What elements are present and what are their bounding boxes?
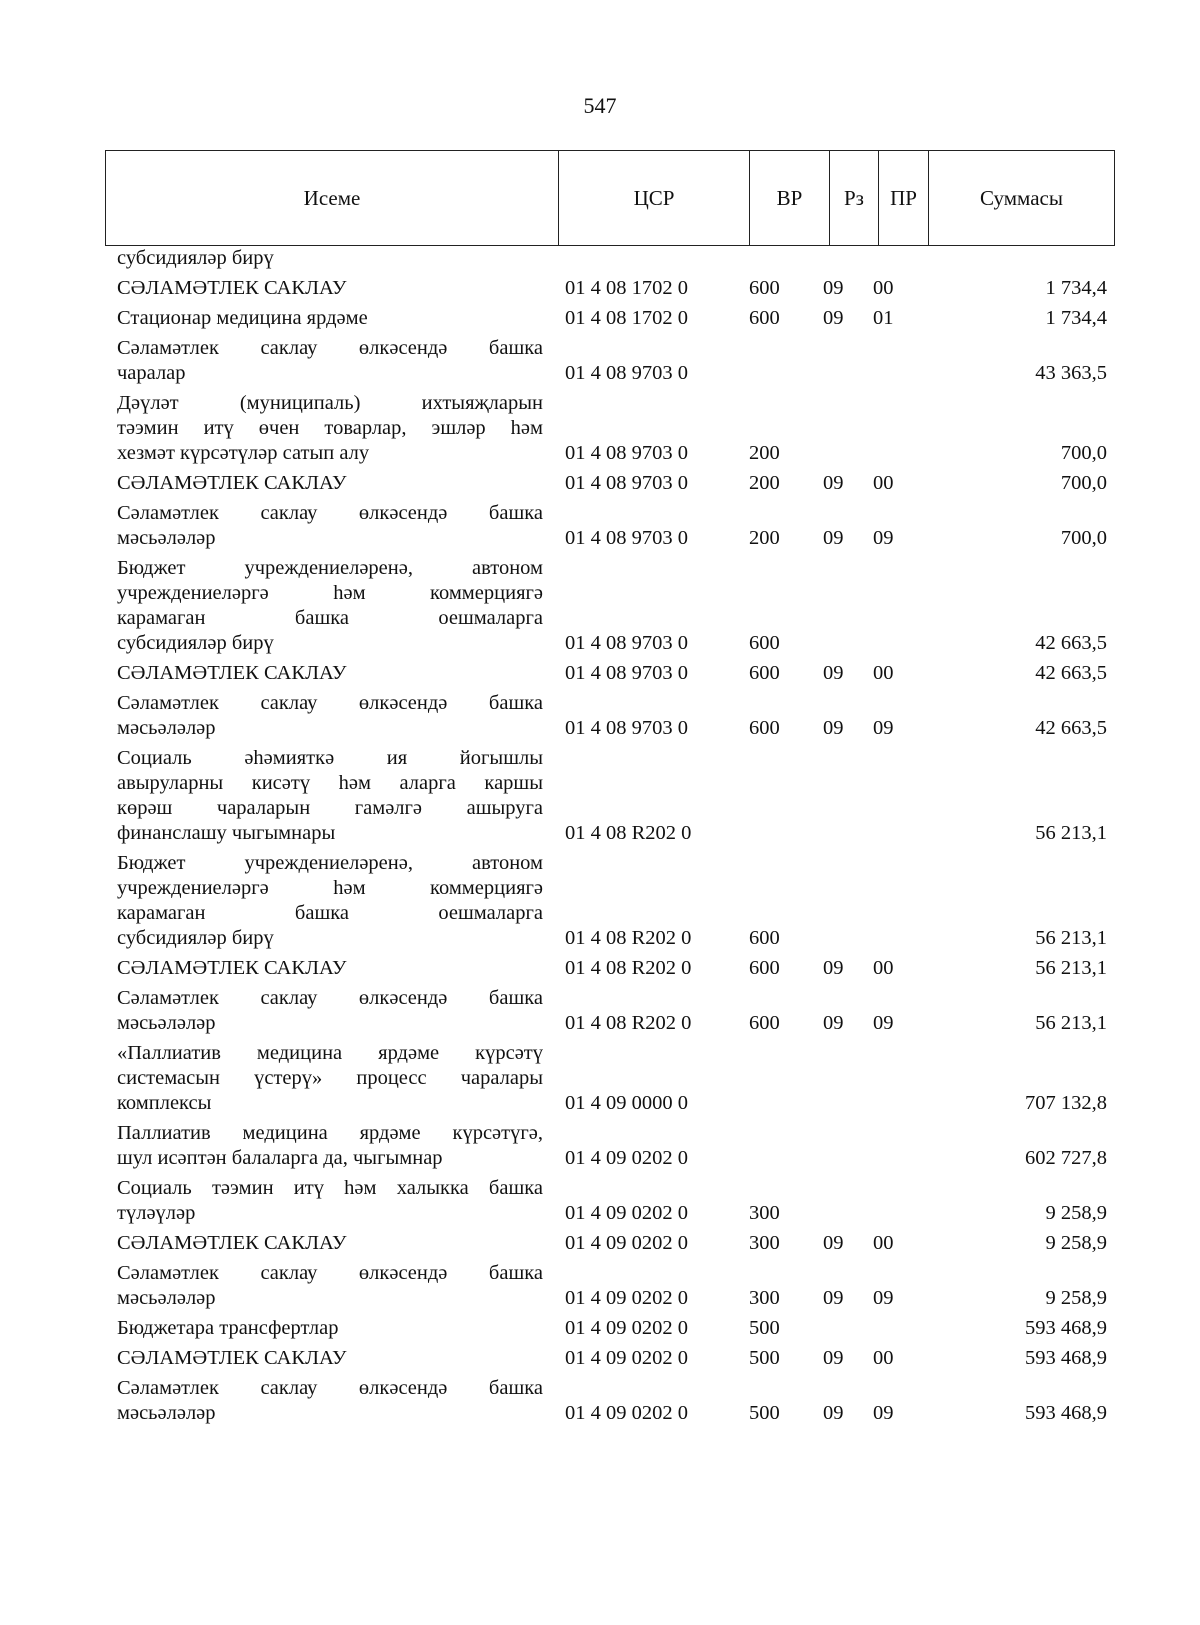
row-sum: 56 213,1 (1035, 1012, 1107, 1034)
row-rz: 09 (823, 527, 844, 549)
row-vr: 500 (749, 1347, 780, 1369)
row-name-line: Сәламәтлек саклау өлкәсендә башка (117, 1377, 543, 1399)
row-rz: 09 (823, 717, 844, 739)
table-row (105, 1041, 1115, 1116)
row-name (105, 1041, 543, 1116)
table-header (105, 150, 1115, 246)
row-name-line: мәсьәләләр (117, 717, 216, 739)
row-name-line: финанслашу чыгымнары (117, 822, 336, 844)
row-name (105, 1316, 543, 1341)
row-name (105, 956, 543, 981)
row-name-line: СӘЛАМӘТЛЕК САКЛАУ (117, 1232, 347, 1254)
row-vr: 500 (749, 1317, 780, 1339)
row-name-line: учреждениеләргә һәм коммерциягә (117, 582, 543, 604)
row-name-line: түләүләр (117, 1202, 196, 1224)
table-row (105, 1121, 1115, 1171)
row-rz: 09 (823, 1012, 844, 1034)
row-name (105, 1176, 543, 1226)
row-vr: 600 (749, 307, 780, 329)
row-csr: 01 4 09 0202 0 (565, 1402, 688, 1424)
table-row (105, 556, 1115, 656)
row-vr: 600 (749, 957, 780, 979)
row-name (105, 276, 543, 301)
row-name-line: Сәламәтлек саклау өлкәсендә башка (117, 692, 543, 714)
row-name-line: СӘЛАМӘТЛЕК САКЛАУ (117, 472, 347, 494)
row-sum: 1 734,4 (1045, 277, 1107, 299)
table-row (105, 276, 1115, 301)
row-name-line: мәсьәләләр (117, 527, 216, 549)
table-row (105, 1261, 1115, 1311)
row-vr: 500 (749, 1402, 780, 1424)
row-name (105, 661, 543, 686)
row-name (105, 471, 543, 496)
row-rz: 09 (823, 1402, 844, 1424)
row-name-line: субсидияләр бирү (117, 247, 274, 269)
row-name-line: чаралар (117, 362, 186, 384)
row-csr: 01 4 08 9703 0 (565, 527, 688, 549)
row-vr: 200 (749, 442, 780, 464)
row-csr: 01 4 08 R202 0 (565, 1012, 692, 1034)
row-name-line: Паллиатив медицина ярдәме күрсәтүгә, (117, 1122, 543, 1144)
row-sum: 43 363,5 (1035, 362, 1107, 384)
row-csr: 01 4 09 0000 0 (565, 1092, 688, 1114)
row-name-line: учреждениеләргә һәм коммерциягә (117, 877, 543, 899)
row-rz: 09 (823, 957, 844, 979)
row-name-line: субсидияләр бирү (117, 632, 274, 654)
table-row (105, 1316, 1115, 1341)
row-name-line: карамаган башка оешмаларга (117, 902, 543, 924)
row-csr: 01 4 08 9703 0 (565, 662, 688, 684)
row-name-line: көрәш чараларын гамәлгә ашыруга (117, 797, 543, 819)
row-name-line: шул исәптән балаларга да, чыгымнар (117, 1147, 443, 1169)
row-csr: 01 4 09 0202 0 (565, 1347, 688, 1369)
row-name-line: Социаль әһәмияткә ия йогышлы (117, 747, 543, 769)
row-name-line: Стационар медицина ярдәме (117, 307, 368, 329)
table-row (105, 851, 1115, 951)
row-name-line: субсидияләр бирү (117, 927, 274, 949)
row-sum: 9 258,9 (1045, 1287, 1107, 1309)
row-name-line: Сәламәтлек саклау өлкәсендә башка (117, 987, 543, 1009)
table-body (105, 246, 1115, 1426)
row-pr: 01 (873, 307, 894, 329)
row-csr: 01 4 08 9703 0 (565, 717, 688, 739)
table-row (105, 986, 1115, 1036)
row-rz: 09 (823, 1232, 844, 1254)
row-csr: 01 4 08 9703 0 (565, 442, 688, 464)
table-row (105, 1176, 1115, 1226)
row-name (105, 851, 543, 951)
row-name (105, 246, 543, 271)
row-name-line: системасын үстерү» процесс чаралары (117, 1067, 543, 1089)
row-pr: 09 (873, 1402, 894, 1424)
table-row (105, 956, 1115, 981)
row-sum: 593 468,9 (1025, 1347, 1107, 1369)
table-row (105, 391, 1115, 466)
row-name (105, 691, 543, 741)
row-vr: 600 (749, 927, 780, 949)
row-sum: 700,0 (1060, 527, 1107, 549)
row-csr: 01 4 08 1702 0 (565, 307, 688, 329)
row-name (105, 746, 543, 846)
row-name-line: Сәламәтлек саклау өлкәсендә башка (117, 337, 543, 359)
row-csr: 01 4 08 R202 0 (565, 822, 692, 844)
row-pr: 09 (873, 1012, 894, 1034)
row-rz: 09 (823, 307, 844, 329)
row-name (105, 501, 543, 551)
row-name-line: Сәламәтлек саклау өлкәсендә башка (117, 1262, 543, 1284)
row-name (105, 306, 543, 331)
row-vr: 300 (749, 1232, 780, 1254)
table-row (105, 661, 1115, 686)
row-csr: 01 4 08 R202 0 (565, 957, 692, 979)
row-vr: 600 (749, 632, 780, 654)
row-vr: 200 (749, 527, 780, 549)
row-pr: 00 (873, 662, 894, 684)
table-row (105, 336, 1115, 386)
row-name (105, 1346, 543, 1371)
row-name-line: СӘЛАМӘТЛЕК САКЛАУ (117, 1347, 347, 1369)
row-name-line: мәсьәләләр (117, 1402, 216, 1424)
row-name (105, 1376, 543, 1426)
row-rz: 09 (823, 277, 844, 299)
table-row (105, 1346, 1115, 1371)
row-vr: 300 (749, 1202, 780, 1224)
row-name-line: Социаль тәэмин итү һәм халыкка башка (117, 1177, 543, 1199)
row-pr: 00 (873, 1232, 894, 1254)
header-vr: ВР (750, 151, 830, 245)
row-sum: 56 213,1 (1035, 957, 1107, 979)
row-pr: 09 (873, 717, 894, 739)
table-row (105, 746, 1115, 846)
row-sum: 42 663,5 (1035, 717, 1107, 739)
row-sum: 700,0 (1060, 442, 1107, 464)
row-sum: 593 468,9 (1025, 1402, 1107, 1424)
row-sum: 700,0 (1060, 472, 1107, 494)
row-name-line: Бюджет учреждениеләренә, автоном (117, 557, 543, 579)
row-vr: 600 (749, 662, 780, 684)
row-name-line: карамаган башка оешмаларга (117, 607, 543, 629)
row-name (105, 1121, 543, 1171)
row-rz: 09 (823, 1287, 844, 1309)
row-name-line: Бюджетара трансфертлар (117, 1317, 339, 1339)
row-vr: 300 (749, 1287, 780, 1309)
row-name-line: тәэмин итү өчен товарлар, эшләр һәм (117, 417, 543, 439)
row-sum: 9 258,9 (1045, 1202, 1107, 1224)
row-sum: 707 132,8 (1025, 1092, 1107, 1114)
row-sum: 1 734,4 (1045, 307, 1107, 329)
row-csr: 01 4 09 0202 0 (565, 1287, 688, 1309)
row-csr: 01 4 08 1702 0 (565, 277, 688, 299)
row-name-line: комплексы (117, 1092, 212, 1114)
row-name-line: Дәүләт (муниципаль) ихтыяҗларын (117, 392, 543, 414)
row-name-line: СӘЛАМӘТЛЕК САКЛАУ (117, 662, 347, 684)
row-name-line: хезмәт күрсәтүләр сатып алу (117, 442, 370, 464)
row-sum: 56 213,1 (1035, 927, 1107, 949)
row-sum: 602 727,8 (1025, 1147, 1107, 1169)
row-sum: 593 468,9 (1025, 1317, 1107, 1339)
row-name (105, 1231, 543, 1256)
table-row (105, 501, 1115, 551)
header-name: Исеме (106, 151, 559, 245)
page-number: 547 (583, 93, 617, 118)
row-vr: 600 (749, 717, 780, 739)
row-pr: 09 (873, 527, 894, 549)
header-sum: Суммасы (980, 185, 1063, 210)
row-vr: 600 (749, 277, 780, 299)
row-pr: 00 (873, 277, 894, 299)
row-sum: 42 663,5 (1035, 662, 1107, 684)
row-name (105, 336, 543, 386)
row-rz: 09 (823, 1347, 844, 1369)
row-name-line: СӘЛАМӘТЛЕК САКЛАУ (117, 957, 347, 979)
row-csr: 01 4 09 0202 0 (565, 1317, 688, 1339)
table-row (105, 1231, 1115, 1256)
row-rz: 09 (823, 472, 844, 494)
header-rz: Рз (830, 151, 879, 245)
row-pr: 00 (873, 472, 894, 494)
row-csr: 01 4 08 R202 0 (565, 927, 692, 949)
row-csr: 01 4 08 9703 0 (565, 362, 688, 384)
table-row (105, 691, 1115, 741)
row-csr: 01 4 09 0202 0 (565, 1202, 688, 1224)
row-csr: 01 4 08 9703 0 (565, 472, 688, 494)
row-sum: 9 258,9 (1045, 1232, 1107, 1254)
row-name (105, 1261, 543, 1311)
row-sum: 56 213,1 (1035, 822, 1107, 844)
row-name-line: Бюджет учреждениеләренә, автоном (117, 852, 543, 874)
row-csr: 01 4 09 0202 0 (565, 1232, 688, 1254)
header-pr: ПР (879, 151, 929, 245)
row-rz: 09 (823, 662, 844, 684)
table-row (105, 306, 1115, 331)
row-name-line: авыруларны кисәтү һәм аларга каршы (117, 772, 543, 794)
row-name-line: мәсьәләләр (117, 1287, 216, 1309)
row-csr: 01 4 09 0202 0 (565, 1147, 688, 1169)
row-pr: 00 (873, 957, 894, 979)
row-csr: 01 4 08 9703 0 (565, 632, 688, 654)
row-pr: 09 (873, 1287, 894, 1309)
row-pr: 00 (873, 1347, 894, 1369)
table-row (105, 1376, 1115, 1426)
row-vr: 200 (749, 472, 780, 494)
row-sum: 42 663,5 (1035, 632, 1107, 654)
row-vr: 600 (749, 1012, 780, 1034)
row-name (105, 391, 543, 466)
table-row (105, 246, 1115, 271)
table-row (105, 471, 1115, 496)
row-name (105, 986, 543, 1036)
row-name (105, 556, 543, 656)
row-name-line: «Паллиатив медицина ярдәме күрсәтү (117, 1042, 543, 1064)
row-name-line: Сәламәтлек саклау өлкәсендә башка (117, 502, 543, 524)
row-name-line: мәсьәләләр (117, 1012, 216, 1034)
row-name-line: СӘЛАМӘТЛЕК САКЛАУ (117, 277, 347, 299)
header-csr: ЦСР (559, 151, 750, 245)
